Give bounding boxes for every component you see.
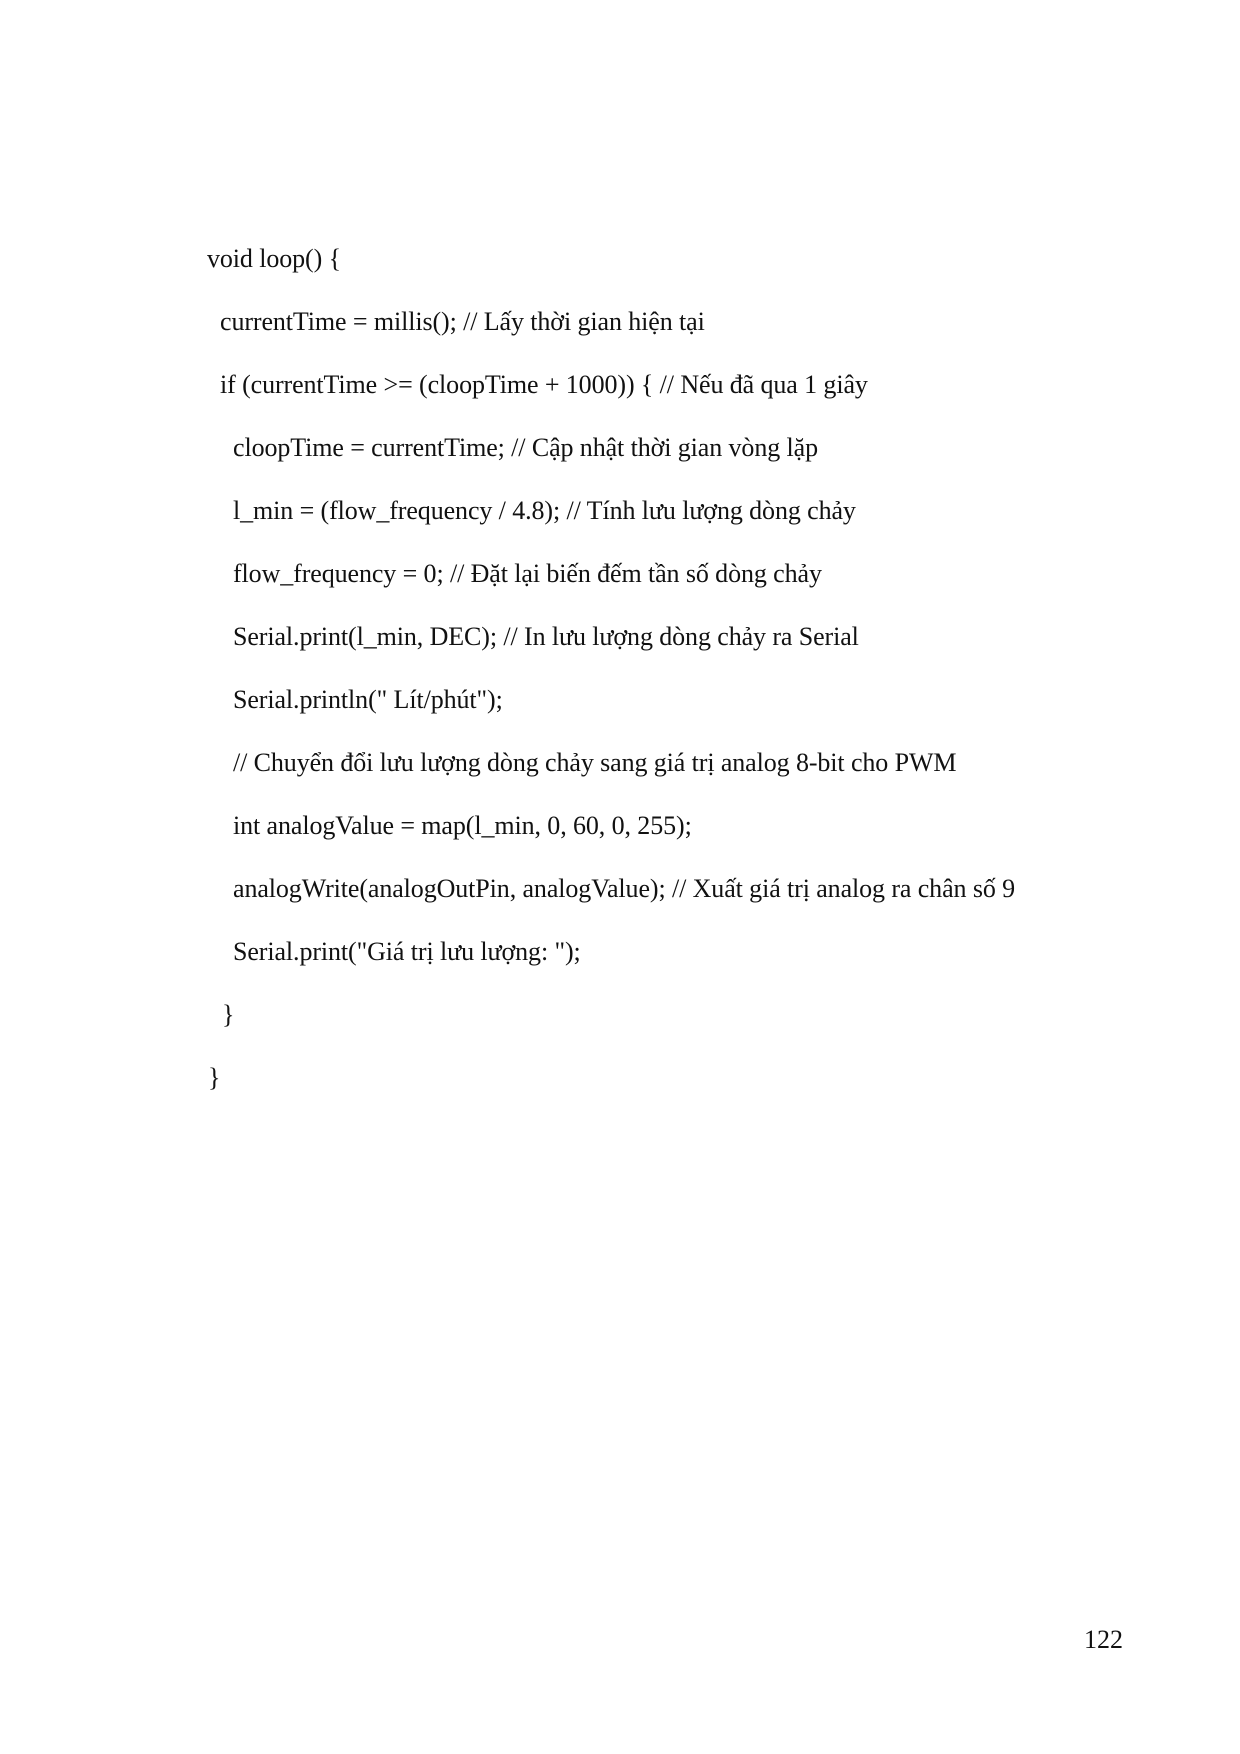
code-line-1: void loop() { [207,244,341,273]
code-line-13: } [222,1000,235,1029]
code-line-9: // Chuyển đổi lưu lượng dòng chảy sang giá trị analog 8-bit cho PWM [233,748,957,777]
code-line-3: if (currentTime >= (cloopTime + 1000)) { // Nếu đã qua 1 giây [220,370,868,399]
code-line-5: l_min = (flow_frequency / 4.8); // Tính lưu lượng dòng chảy [233,496,856,525]
code-line-14: } [208,1063,221,1092]
code-line-8: Serial.println(" Lít/phút"); [233,685,503,714]
page-number: 122 [1084,1625,1123,1654]
code-line-7: Serial.print(l_min, DEC); // In lưu lượng dòng chảy ra Serial [233,622,859,651]
code-line-11: analogWrite(analogOutPin, analogValue); // Xuất giá trị analog ra chân số 9 [233,874,1016,903]
code-line-6: flow_frequency = 0; // Đặt lại biến đếm tần số dòng chảy [233,559,822,588]
code-line-10: int analogValue = map(l_min, 0, 60, 0, 255); [233,811,692,840]
code-line-2: currentTime = millis(); // Lấy thời gian hiện tại [220,307,705,336]
code-line-12: Serial.print("Giá trị lưu lượng: "); [233,937,581,966]
code-line-4: cloopTime = currentTime; // Cập nhật thời gian vòng lặp [233,433,818,462]
